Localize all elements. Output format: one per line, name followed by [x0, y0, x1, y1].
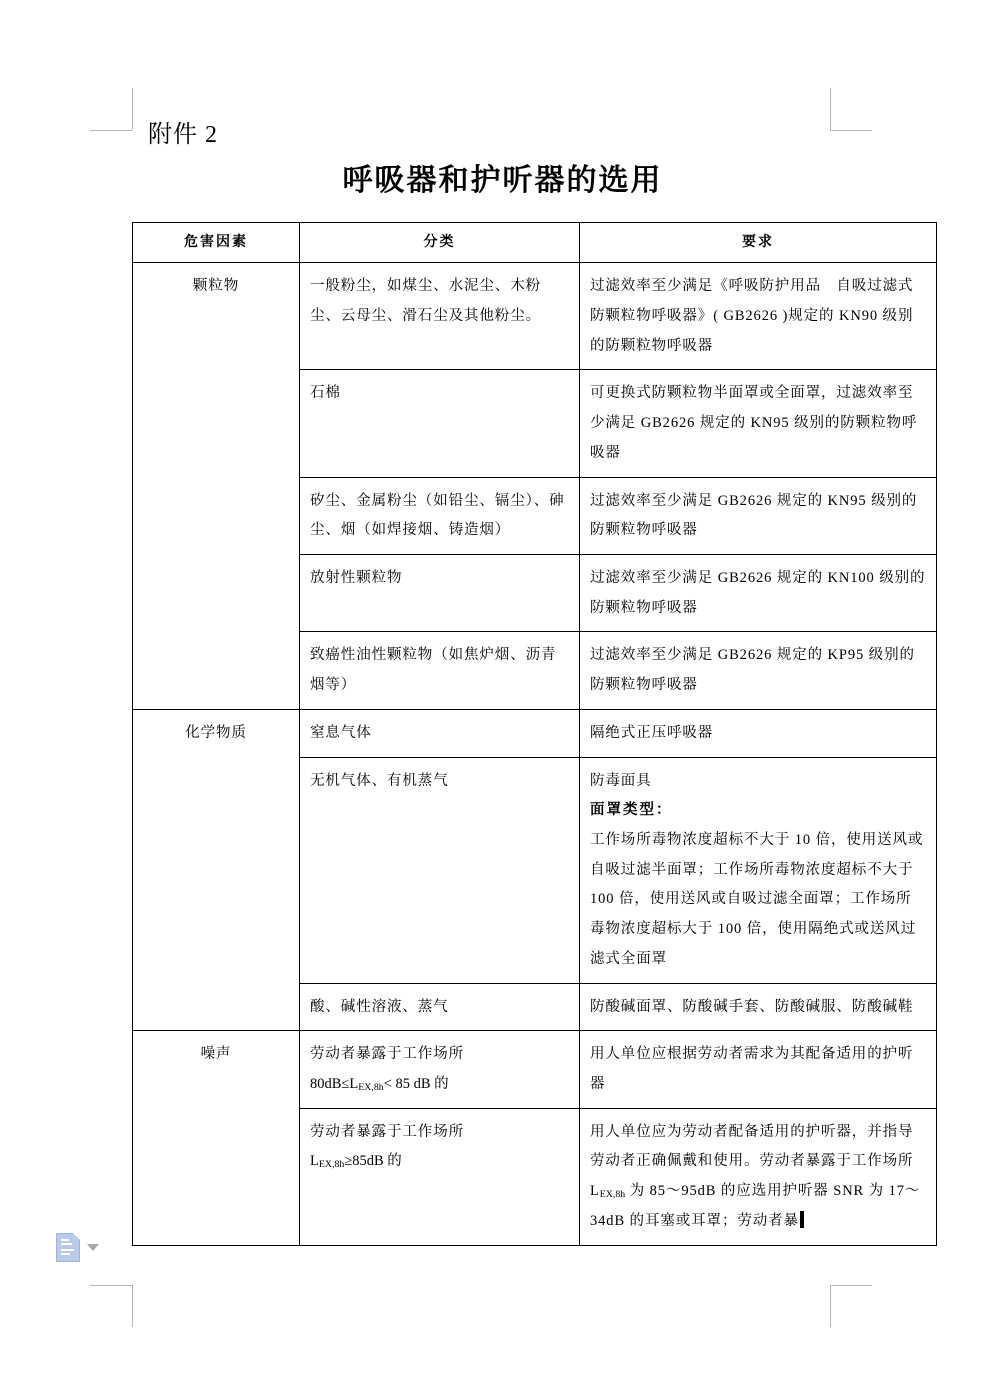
- paste-options-control[interactable]: [56, 1233, 99, 1262]
- crop-mark-bottom-right: [830, 1285, 872, 1327]
- noise-level-subscript: EX,8h: [358, 1082, 384, 1094]
- requirement-radioactive-particles: 过滤效率至少满足 GB2626 规定的 KN100 级别的防颗粒物呼吸器: [580, 554, 937, 631]
- requirement-asbestos: 可更换式防颗粒物半面罩或全面罩，过滤效率至少满足 GB2626 规定的 KN95 级别的防颗粒物呼吸器: [580, 370, 937, 477]
- noise-level-suffix: < 85 dB 的: [383, 1076, 449, 1092]
- requirement-acid-alkali: 防酸碱面罩、防酸碱手套、防酸碱服、防酸碱鞋: [580, 983, 937, 1031]
- requirement-noise-85db-plus: [580, 1108, 937, 1245]
- requirement-noise-80-85db: 用人单位应根据劳动者需求为其配备适用的护听器: [580, 1031, 937, 1108]
- requirement-general-dust: 过滤效率至少满足《呼吸防护用品 自吸过滤式防颗粒物呼吸器》( GB2626 )规定的 KN90 级别的防颗粒物呼吸器: [580, 263, 937, 370]
- page-title: 呼吸器和护听器的选用: [342, 164, 663, 197]
- category-noise-85db-plus-line2: [310, 1147, 569, 1177]
- table-row: [133, 709, 937, 757]
- category-noise-80-85db-line1: 劳动者暴露于工作场所: [310, 1046, 464, 1063]
- category-asbestos: 石棉: [300, 370, 580, 477]
- noise-level-prefix: L: [310, 1153, 319, 1170]
- requirement-gasmask-line: 防毒面具: [590, 772, 652, 789]
- hazard-chemicals: 化学物质: [133, 709, 300, 1030]
- requirement-asphyxiant-gas: 隔绝式正压呼吸器: [580, 709, 937, 757]
- category-carcinogenic-oily-particles: 致癌性油性颗粒物（如焦炉烟、沥青烟等）: [300, 632, 580, 709]
- category-general-dust: 一般粉尘，如煤尘、水泥尘、木粉尘、云母尘、滑石尘及其他粉尘。: [300, 263, 580, 370]
- noise-level-suffix: ≥85dB 的: [344, 1153, 402, 1170]
- category-silica-metal-dust: 矽尘、金属粉尘（如铅尘、镉尘）、砷尘、烟（如焊接烟、铸造烟）: [300, 477, 580, 554]
- category-radioactive-particles: 放射性颗粒物: [300, 554, 580, 631]
- category-acid-alkali: 酸、碱性溶液、蒸气: [300, 983, 580, 1031]
- paste-options-icon[interactable]: [56, 1233, 80, 1262]
- table-header-row: [133, 223, 937, 263]
- requirement-carcinogenic-oily-particles: 过滤效率至少满足 GB2626 规定的 KP95 级别的防颗粒物呼吸器: [580, 632, 937, 709]
- noise-level-subscript: EX,8h: [318, 1159, 345, 1171]
- text-cursor: [800, 1211, 804, 1228]
- requirement-mask-type-detail: 工作场所毒物浓度超标不大于 10 倍，使用送风或自吸过滤半面罩；工作场所毒物浓度超标不大于 100 倍，使用送风或自吸过滤全面罩；工作场所毒物浓度超标大于 100 倍，使用隔绝式或送风过滤式全面罩: [590, 831, 924, 967]
- requirement-noise-text-pre: 用人单位应为劳动者配备适用的护听器，并指导劳动者正确佩戴和使用。劳动者暴露于工作场所 L: [590, 1123, 914, 1200]
- header-category: 分类: [300, 223, 580, 263]
- crop-mark-bottom-left: [132, 1285, 174, 1327]
- category-asphyxiant-gas: 窒息气体: [300, 709, 580, 757]
- category-noise-85db-plus: [300, 1108, 580, 1245]
- hazard-noise: 噪声: [133, 1031, 300, 1245]
- attachment-label: 附件 2: [148, 122, 218, 148]
- category-noise-80-85db: [300, 1031, 580, 1108]
- table-row: [133, 1031, 937, 1108]
- selection-requirements-table: [132, 222, 937, 1246]
- requirement-mask-type-heading: 面罩类型：: [590, 802, 673, 819]
- noise-level-prefix: 80dB≤L: [310, 1076, 359, 1092]
- requirement-silica-metal-dust: 过滤效率至少满足 GB2626 规定的 KN95 级别的防颗粒物呼吸器: [580, 477, 937, 554]
- crop-mark-top-right: [830, 88, 872, 130]
- noise-level-subscript: EX,8h: [599, 1189, 626, 1201]
- category-noise-85db-plus-line1: 劳动者暴露于工作场所: [310, 1123, 464, 1140]
- header-hazard-factor: 危害因素: [133, 223, 300, 263]
- chevron-down-icon[interactable]: [87, 1244, 99, 1251]
- requirement-inorganic-gas-organic-vapor: [580, 757, 937, 983]
- category-inorganic-gas-organic-vapor: 无机气体、有机蒸气: [300, 757, 580, 983]
- table-row: [133, 263, 937, 370]
- header-requirement: 要求: [580, 223, 937, 263]
- category-noise-80-85db-line2: [310, 1070, 569, 1100]
- hazard-particulates: 颗粒物: [133, 263, 300, 710]
- requirement-noise-text-post: 为 85～95dB 的应选用护听器 SNR 为 17～34dB 的耳塞或耳罩；劳动者暴: [590, 1183, 921, 1229]
